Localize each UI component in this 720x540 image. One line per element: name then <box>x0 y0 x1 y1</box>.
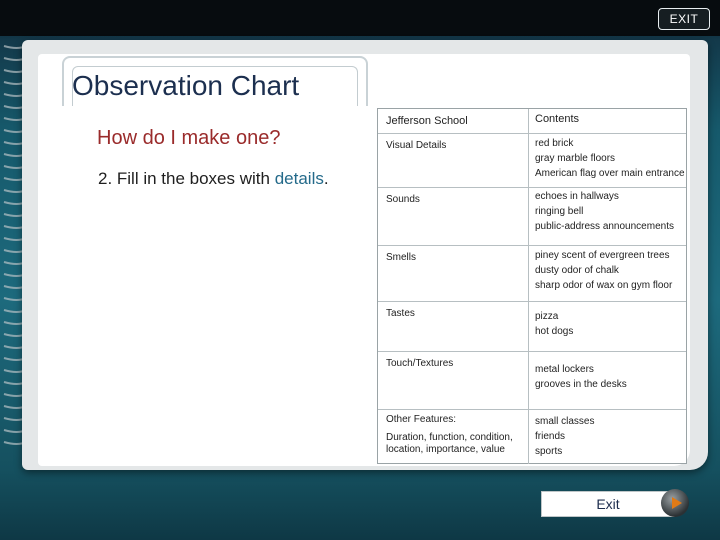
list-item: gray marble floors <box>535 153 616 164</box>
list-item: public-address announcements <box>535 221 674 232</box>
list-item: small classes <box>535 416 595 427</box>
exit-label[interactable]: Exit <box>541 491 675 517</box>
top-bar <box>0 0 720 36</box>
list-item: piney scent of evergreen trees <box>535 250 670 261</box>
row-label: Sounds <box>386 194 420 205</box>
table-row <box>378 245 686 302</box>
row-label: Tastes <box>386 308 415 319</box>
table-row <box>378 187 686 246</box>
table-header-school: Jefferson School <box>386 115 468 127</box>
play-arrow-icon[interactable] <box>661 489 689 517</box>
instruction-step <box>98 168 338 190</box>
list-item: friends <box>535 431 566 442</box>
step-highlight: details <box>274 169 324 188</box>
step-suffix: . <box>323 169 329 188</box>
table-header-row <box>378 109 686 133</box>
list-item: American flag over main entrance <box>535 168 685 179</box>
page-title: Observation Chart <box>72 70 300 101</box>
list-item: sports <box>535 446 563 457</box>
table-header-contents: Contents <box>535 113 580 125</box>
subheading: How do I make one? <box>97 127 281 149</box>
table-row <box>378 133 686 188</box>
list-item: grooves in the desks <box>535 379 627 390</box>
exit-button-bottom[interactable] <box>541 491 689 517</box>
table-row <box>378 351 686 410</box>
list-item: red brick <box>535 138 574 149</box>
list-item: hot dogs <box>535 326 574 337</box>
exit-button-top[interactable]: EXIT <box>658 8 710 30</box>
list-item: dusty odor of chalk <box>535 265 619 276</box>
list-item: sharp odor of wax on gym floor <box>535 280 673 291</box>
list-item: metal lockers <box>535 364 594 375</box>
observation-table <box>377 108 687 464</box>
list-item: echoes in hallways <box>535 191 619 202</box>
row-label: Other Features: <box>386 414 457 425</box>
step-text: 2. Fill in the boxes with <box>98 169 275 188</box>
table-row <box>378 409 686 464</box>
list-item: pizza <box>535 311 559 322</box>
row-sublabel: Duration, function, condition, location, importance, value <box>386 432 513 455</box>
row-label: Touch/Textures <box>386 358 454 369</box>
list-item: ringing bell <box>535 206 584 217</box>
table-row <box>378 301 686 352</box>
row-label: Smells <box>386 252 417 263</box>
row-label: Visual Details <box>386 140 447 151</box>
